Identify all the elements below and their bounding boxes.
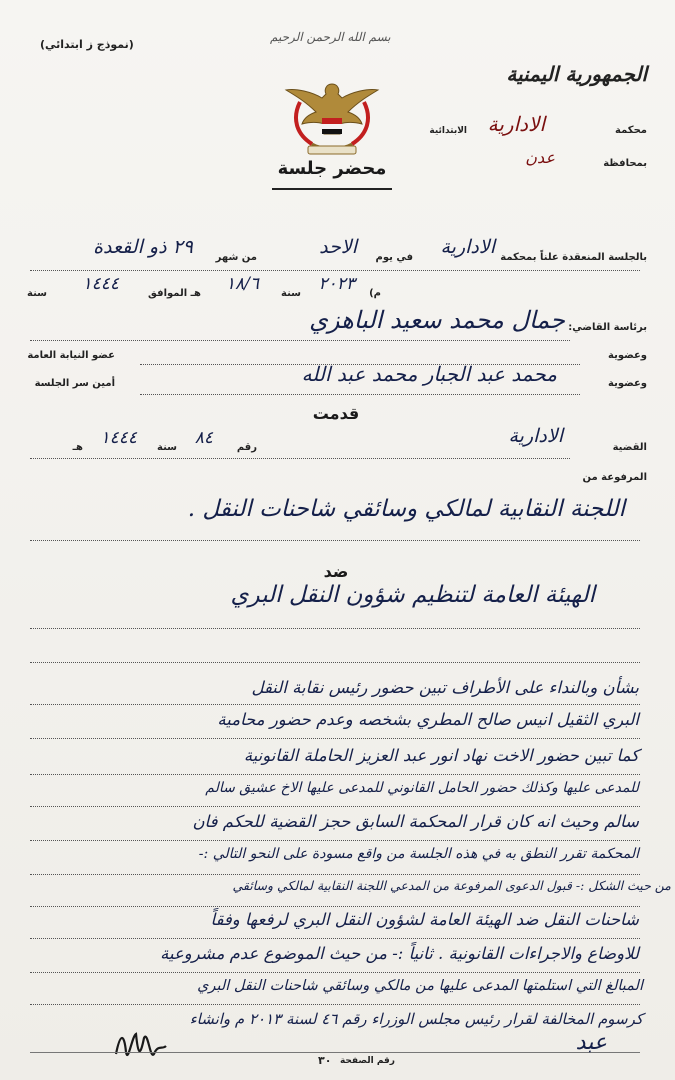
form-label: (نموذج ز ابتدائي) [40, 38, 134, 51]
judge-label: برئاسة القاضي: [568, 322, 647, 333]
dotted-line [30, 628, 640, 629]
session-court: الادارية [440, 236, 495, 258]
defendant-name: الهيئة العامة لتنظيم شؤون النقل البري [230, 582, 595, 608]
body-line: كما تبين حضور الاخت نهاد انور عبد العزيز الحاملة القانونية [243, 746, 639, 765]
greg-year-label: سنة [281, 288, 301, 299]
body-line: المبالغ التي استلمتها المدعى عليها من مالكي وسائقي شاحنات النقل البري [197, 978, 643, 994]
court-name: الادارية [487, 112, 545, 136]
dotted-line [30, 906, 640, 907]
dotted-line [30, 938, 640, 939]
dotted-line [30, 806, 640, 807]
governorate-label: بمحافظة [603, 158, 647, 169]
dotted-line [30, 540, 640, 541]
session-day: الاحد [319, 236, 357, 258]
presented-heading: قدمت [312, 404, 360, 423]
document-title: محضر جلسة [277, 158, 387, 179]
body-line: للمدعى عليها وكذلك حضور الحامل القانوني للمدعى عليها الاخ عشيق سالم [205, 780, 639, 796]
secretary-label: أمين سر الجلسة [34, 378, 115, 389]
signature-left-icon [110, 1024, 170, 1068]
case-year-label: سنة [157, 442, 177, 453]
day-label: في يوم [375, 252, 413, 263]
body-line: سالم وحيث انه كان قرار المحكمة السابق حجز القضية للحكم فان [192, 812, 639, 831]
dotted-line [30, 662, 640, 663]
against-heading: ضد [323, 562, 349, 581]
case-type: الادارية [508, 425, 563, 447]
hijri-suffix: هـ الموافق [148, 288, 201, 299]
title-underline [272, 188, 392, 190]
body-line: بشأن وبالنداء على الأطراف تبين حضور رئيس نقابة النقل [251, 678, 639, 697]
signature-right: عبد [575, 1030, 607, 1055]
greg-year: ٢٠٢٣ [318, 274, 355, 294]
dotted-line [30, 840, 640, 841]
dotted-line [30, 774, 640, 775]
body-line: البري الثقيل انيس صالح المطري بشخصه وعدم حضور محامية [217, 710, 639, 729]
dotted-line [30, 458, 570, 459]
plaintiff-name: اللجنة النقابية لمالكي وسائقي شاحنات النقل . [187, 496, 625, 522]
dotted-line [30, 972, 640, 973]
session-intro-label: بالجلسة المنعقدة علناً بمحكمة [500, 252, 647, 263]
court-level: الابتدائية [429, 126, 467, 136]
body-line: كرسوم المخالفة لقرار رئيس مجلس الوزراء رقم ٤٦ لسنة ٢٠١٣ م وانشاء [189, 1010, 643, 1028]
dotted-line [30, 270, 640, 271]
hijri-year: ١٤٤٤ [82, 274, 119, 294]
dotted-line [30, 340, 570, 341]
secretary-name: محمد عبد الجبار محمد عبد الله [301, 362, 557, 386]
prosecution-label: عضو النيابة العامة [27, 350, 115, 361]
body-line: من حيث الشكل :- قبول الدعوى المرفوعة من المدعي اللجنة النقابية لمالكي وسائقي [232, 878, 671, 893]
governorate-name: عدن [525, 148, 555, 167]
case-year: ١٤٤٤ [100, 428, 137, 448]
dotted-line [140, 394, 580, 395]
filed-by-label: المرفوعة من [582, 472, 647, 483]
year-label: سنة [27, 288, 47, 299]
member1-label: وعضوية [608, 350, 647, 361]
page-label: رقم الصفحة [339, 1056, 395, 1066]
body-line: المحكمة تقرر النطق به في هذه الجلسة من واقع مسودة على النحو التالي :- [198, 846, 639, 862]
dotted-line [30, 738, 640, 739]
case-label: القضية [612, 442, 647, 453]
body-line: للاوضاع والاجراءات القانونية . ثانياً :- من حيث الموضوع عدم مشروعية [160, 944, 639, 963]
member2-label: وعضوية [608, 378, 647, 389]
case-number: ٨٤ [194, 428, 213, 448]
yemen-eagle-emblem-icon [282, 72, 382, 162]
session-hijri-date: ٢٩ ذو القعدة [93, 236, 193, 258]
republic-name: الجمهورية اليمنية [506, 62, 647, 86]
case-number-label: رقم [236, 442, 257, 453]
footer-rule [30, 1052, 640, 1053]
dotted-line [30, 704, 640, 705]
basmala: بسم الله الرحمن الرحيم [270, 30, 391, 44]
judge-name: جمال محمد سعيد الباهزي [309, 306, 565, 334]
month-label: من شهر [215, 252, 257, 263]
body-line: شاحنات النقل ضد الهيئة العامة لشؤون النقل البري لرفعها وفقاً [210, 910, 639, 929]
court-label: محكمة [615, 125, 647, 136]
case-year-suffix: هـ [72, 442, 83, 453]
page-number: ٣٠ [318, 1054, 332, 1067]
dotted-line [30, 874, 640, 875]
dotted-line [30, 1004, 640, 1005]
greg-suffix: م) [369, 288, 381, 299]
greg-date: ١٨/٦ [225, 274, 259, 294]
